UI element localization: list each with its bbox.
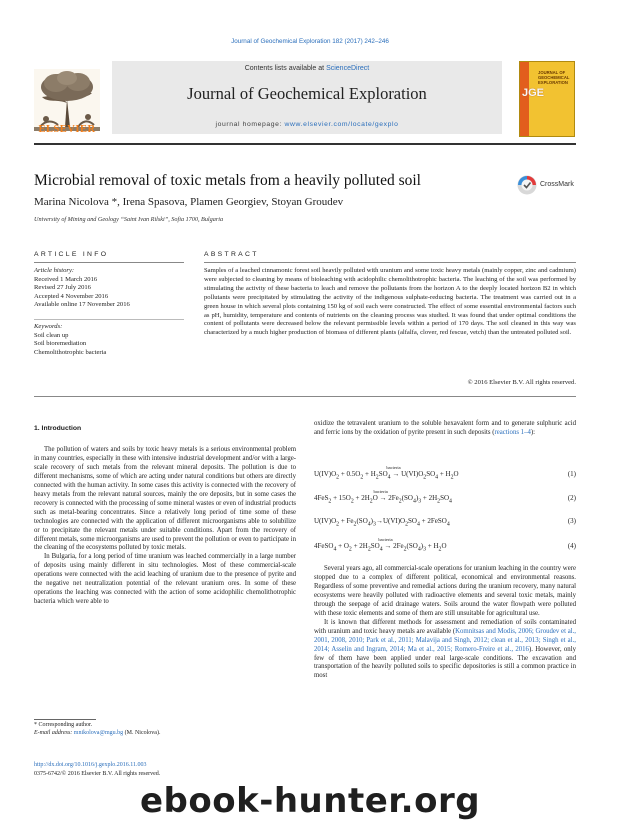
header-divider (34, 143, 576, 145)
article-title: Microbial removal of toxic metals from a heavily polluted soil (34, 172, 421, 189)
left-column (34, 446, 296, 607)
journal-homepage: journal homepage: www.elsevier.com/locate/gexplo (215, 121, 399, 128)
keywords-label: Keywords: (34, 323, 63, 330)
cover-letters: JGE (522, 87, 545, 99)
footnote-rule (34, 719, 96, 720)
references-link[interactable]: Komnitsas and Modis, 2006; Groudev et al., 2001, 2008, 2010; Park et al., 2011; Malavija and Singh, 2012; clean et al., 2013; Singh et al., 2014; Asselin and Ingram, 2014; Ma et al., 2015; Romero-Freire et al., 2016 (314, 627, 576, 653)
corresponding-author-note: * Corresponding author. (34, 722, 93, 728)
abstract-rule (204, 262, 576, 263)
paragraph: Several years ago, all commercial-scale operations for uranium leaching in the country were stopped due to a complex of different political, economical and environmental reasons. Regardless of some preventive and remedial actions during the uranium recovery, many natural ecosystems were heavily polluted with radioactive elements and several toxic metals, mainly through the seepage of acid drainage waters. Soils around the water flowpath were polluted with these toxic elements and some of them are still unsuitable for agricultural use. (314, 565, 576, 617)
crossmark-label[interactable]: CrossMark (540, 181, 574, 188)
keyword: Soil clean up (34, 331, 69, 339)
paragraph: The pollution of waters and soils by toxic heavy metals is a serious environmental problem in many countries, especially in these with intensive industrial development and/or with a large-scale recovery of such metals from the relevant mineral deposits. The pollution is due to different mechanisms, some of which are acting under natural conditions but others are directly connected with the human activity. In some cases this activity is connected with the recovery of heavy metals from the relevant natural sources, mainly the ore deposits, but in some cases the recovery is connected with the processing of some mineral wastes or even of industrial products such as metal-bearing concentrates. Since a relatively long period of time some of these technologies are connected with the application of different microorganisms able to solubilize or to precipitate the relevant metals under suitable conditions. Apart from the recovery of different metals, some microorganisms are used to prevent the pollution or even to participate in the cleaning of the ecosystems polluted by toxic metals. (34, 446, 296, 552)
equation-1: $U(IV)O_2 + 0.5O_2 + H_2SO_4$ bacteria → $U(VI)O_2SO_4 + H_2O$ (1) (314, 465, 576, 481)
abstract-bottom-rule (34, 396, 576, 397)
doi-link[interactable]: http://dx.doi.org/10.1016/j.gexplo.2016.11.003 (34, 762, 147, 768)
email-link[interactable]: mnikolova@mgu.bg (73, 730, 124, 736)
paragraph: oxidize the tetravalent uranium to the soluble hexavalent form and to generate sulphuric acid and ferric ions by the oxidation of pyrite present in such deposits (reactions 1–4): (314, 420, 576, 436)
cover-stripe (520, 62, 529, 136)
right-column-intro (314, 420, 576, 438)
issn-line: 0375-6742/© 2016 Elsevier B.V. All rights reserved. (34, 771, 161, 777)
paragraph: In Bulgaria, for a long period of time uranium was leached commercially in a large number of deposits using mainly different in situ technologies. Most of these commercial-scale operations were connected with the acid leaching of uranium due to the presence of pyrite and the negative net neutralization potential of the relevant uranium ores. In some of these operations the leaching was connected with the action of some acidophilic chemolithotrophic bacteria which were able to (34, 553, 296, 606)
equation-number: (2) (567, 494, 576, 502)
abstract-heading: ABSTRACT (204, 251, 259, 258)
homepage-link[interactable]: www.elsevier.com/locate/gexplo (284, 121, 399, 128)
keywords-block (34, 323, 184, 357)
cover-title: JOURNAL OF GEOCHEMICAL EXPLORATION (538, 70, 570, 85)
sciencedirect-link[interactable]: ScienceDirect (326, 65, 370, 72)
abstract-text: Samples of a leached cinnamonic forest soil heavily polluted with uranium and some toxic heavy metals (mainly copper, zinc and cadmium) were subjected to cleaning by means of bioleaching with acidophilic chemolithotrophic bacteria. The leaching of the soil was performed by stimulating the activity of these bacteria to leach and remove the pollutants from the horizon A to the deeply located horizon B2 in which pollutants were precipitated by stimulating the activity of the indigenous sulphate-reducing bacteria. The treatment was carried out in a green house in which several plots containing 150 kg of soil each were constructed. The effect of some essential environmental factors such as pH, humidity, temperature and contents of nutrients on the cleaning process was studied. It was found that under optimal conditions the content of pollutants were decreased below the relevant permissible levels within a period of 170 days. The soil cleaned in this way was characterized by a much higher production of biomass of different plants (alfalfa, clover, red fescue, vetch) than the untreated polluted soil. (204, 267, 576, 337)
reactions-link[interactable]: reactions 1–4 (494, 428, 531, 436)
author-list: Marina Nicolova *, Irena Spasova, Plamen Georgiev, Stoyan Groudev (34, 196, 344, 208)
equation-4: 4FeSO$_4$ + $O_2 + 2H_2SO_4$ bacteria → $2Fe_2(SO_4)_3 + H_2O$ (4) (314, 537, 576, 553)
equation-number: (4) (567, 542, 576, 550)
history-online: Available online 17 November 2016 (34, 301, 130, 309)
journal-title: Journal of Geochemical Exploration (187, 84, 427, 103)
section-title: 1. Introduction (34, 425, 82, 432)
crossmark-icon[interactable] (517, 175, 537, 195)
history-accepted: Accepted 4 November 2016 (34, 292, 109, 300)
article-history (34, 267, 184, 310)
article-info-heading: ARTICLE INFO (34, 251, 109, 258)
equation-3: $U(IV)O_2 + Fe_2(SO_4)_3\to U(VI)O_2SO_4$ + 2FeSO$_4$ (3) (314, 517, 576, 528)
equation-2: $4FeS_2 + 15O_2 + 2H_2O$ bacteria → $2Fe_2(SO_4)_3 + 2H_2SO_4$ (2) (314, 489, 576, 505)
article-info-rule (34, 262, 184, 263)
right-column-body (314, 565, 576, 681)
watermark-text: ebook-hunter.org (140, 781, 481, 821)
equation-number: (3) (567, 517, 576, 525)
history-revised: Revised 27 July 2016 (34, 284, 91, 292)
email-note: E-mail address: mnikolova@mgu.bg (M. Nicolova). (34, 730, 161, 736)
paragraph: It is known that different methods for assessment and remediation of soils contaminated with uranium and toxic heavy metals are available (Komnitsas and Modis, 2006; Groudev et al., 2001, 2008, 2010; Park et al., 2011; Malavija and Singh, 2012; clean et al., 2013; Singh et al., 2014; Asselin and Ingram, 2014; Ma et al., 2015; Romero-Freire et al., 2016). However, only few of them have been applied under real large-scale conditions. The excavation and transportation of the heavily polluted soils to specific depositories is still a common practice in most (314, 618, 576, 680)
author-affiliation: University of Mining and Geology “Saint Ivan Rilski”, Sofia 1700, Bulgaria (34, 216, 224, 223)
keyword: Soil bioremediation (34, 340, 87, 348)
journal-cover-thumbnail[interactable] (519, 61, 575, 137)
history-received: Received 1 March 2016 (34, 275, 98, 283)
elsevier-wordmark: ELSEVIER (38, 124, 96, 135)
contents-line: Contents lists available at ScienceDirect (244, 65, 370, 72)
info-divider (34, 319, 184, 320)
abstract-copyright: © 2016 Elsevier B.V. All rights reserved. (467, 379, 576, 386)
journal-citation[interactable]: Journal of Geochemical Exploration 182 (2017) 242–246 (231, 38, 389, 45)
equation-number: (1) (567, 470, 576, 478)
keyword: Chemolithotrophic bacteria (34, 348, 107, 356)
history-label: Article history: (34, 267, 75, 274)
